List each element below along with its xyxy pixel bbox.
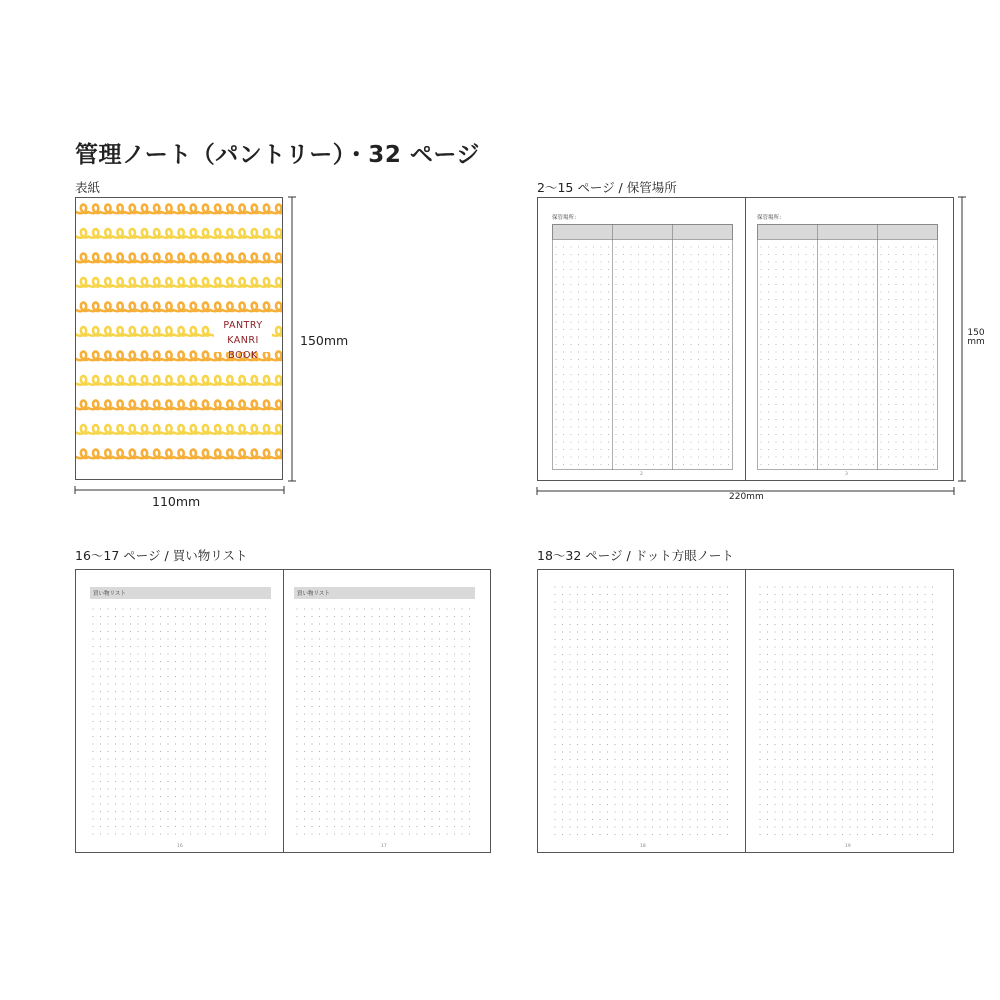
cover-loop-row — [76, 278, 282, 287]
storage-right-header: 保管場所： — [757, 215, 785, 221]
storage-right-table — [757, 224, 938, 470]
cover-loop-row — [76, 254, 282, 263]
shopping-left-header: 買い物リスト — [93, 591, 126, 597]
page-title: 管理ノート（パントリー）・32 ページ — [75, 142, 480, 168]
shopping-spread — [75, 569, 491, 853]
dotgrid-section-label: 18〜32 ページ / ドット方眼ノート — [537, 548, 734, 563]
cover-title-line2: KANRI BOOK — [227, 335, 259, 361]
storage-left-table — [552, 224, 733, 470]
storage-height-value: 150 — [967, 328, 985, 338]
dotgrid-spread — [537, 569, 954, 853]
shopping-left-page-number: 16 — [177, 844, 183, 849]
dotgrid-right-page-number: 19 — [845, 844, 851, 849]
cover-title-line1: PANTRY — [223, 320, 263, 331]
shopping-right-header: 買い物リスト — [297, 591, 330, 597]
shopping-right-header-bar — [294, 587, 475, 599]
storage-left-page-number: 2 — [640, 472, 643, 477]
cover-section-label: 表紙 — [75, 180, 101, 195]
shopping-left-header-bar — [90, 587, 271, 599]
shopping-right-dot-grid — [294, 606, 475, 838]
storage-height-label — [966, 329, 986, 347]
cover-loop-row — [76, 450, 282, 459]
storage-height-unit: mm — [967, 337, 985, 347]
storage-spread — [537, 197, 954, 481]
cover-loop-row — [76, 205, 282, 214]
storage-left-header: 保管場所： — [552, 215, 580, 221]
shopping-right-page-number: 17 — [381, 844, 387, 849]
cover-loop-row — [76, 229, 282, 238]
cover-title-box — [214, 318, 272, 361]
cover-loop-row — [76, 425, 282, 434]
cover-height-dimension — [286, 196, 298, 482]
cover-loop-row — [76, 401, 282, 410]
cover-height-label: 150mm — [300, 333, 349, 348]
dotgrid-right-dot-grid — [757, 584, 938, 840]
cover-page — [75, 197, 283, 480]
storage-right-page-number: 3 — [845, 472, 848, 477]
dotgrid-left-page-number: 18 — [640, 844, 646, 849]
dotgrid-left-dot-grid — [552, 584, 733, 840]
storage-width-label: 220mm — [729, 492, 764, 502]
shopping-spine — [283, 570, 284, 852]
shopping-left-dot-grid — [90, 606, 271, 838]
cover-loop-row — [76, 303, 282, 312]
storage-spine — [745, 198, 746, 480]
storage-section-label: 2〜15 ページ / 保管場所 — [537, 180, 677, 195]
shopping-section-label: 16〜17 ページ / 買い物リスト — [75, 548, 248, 563]
cover-loop-row — [76, 376, 282, 385]
dotgrid-spine — [745, 570, 746, 852]
cover-width-label: 110mm — [152, 494, 201, 509]
